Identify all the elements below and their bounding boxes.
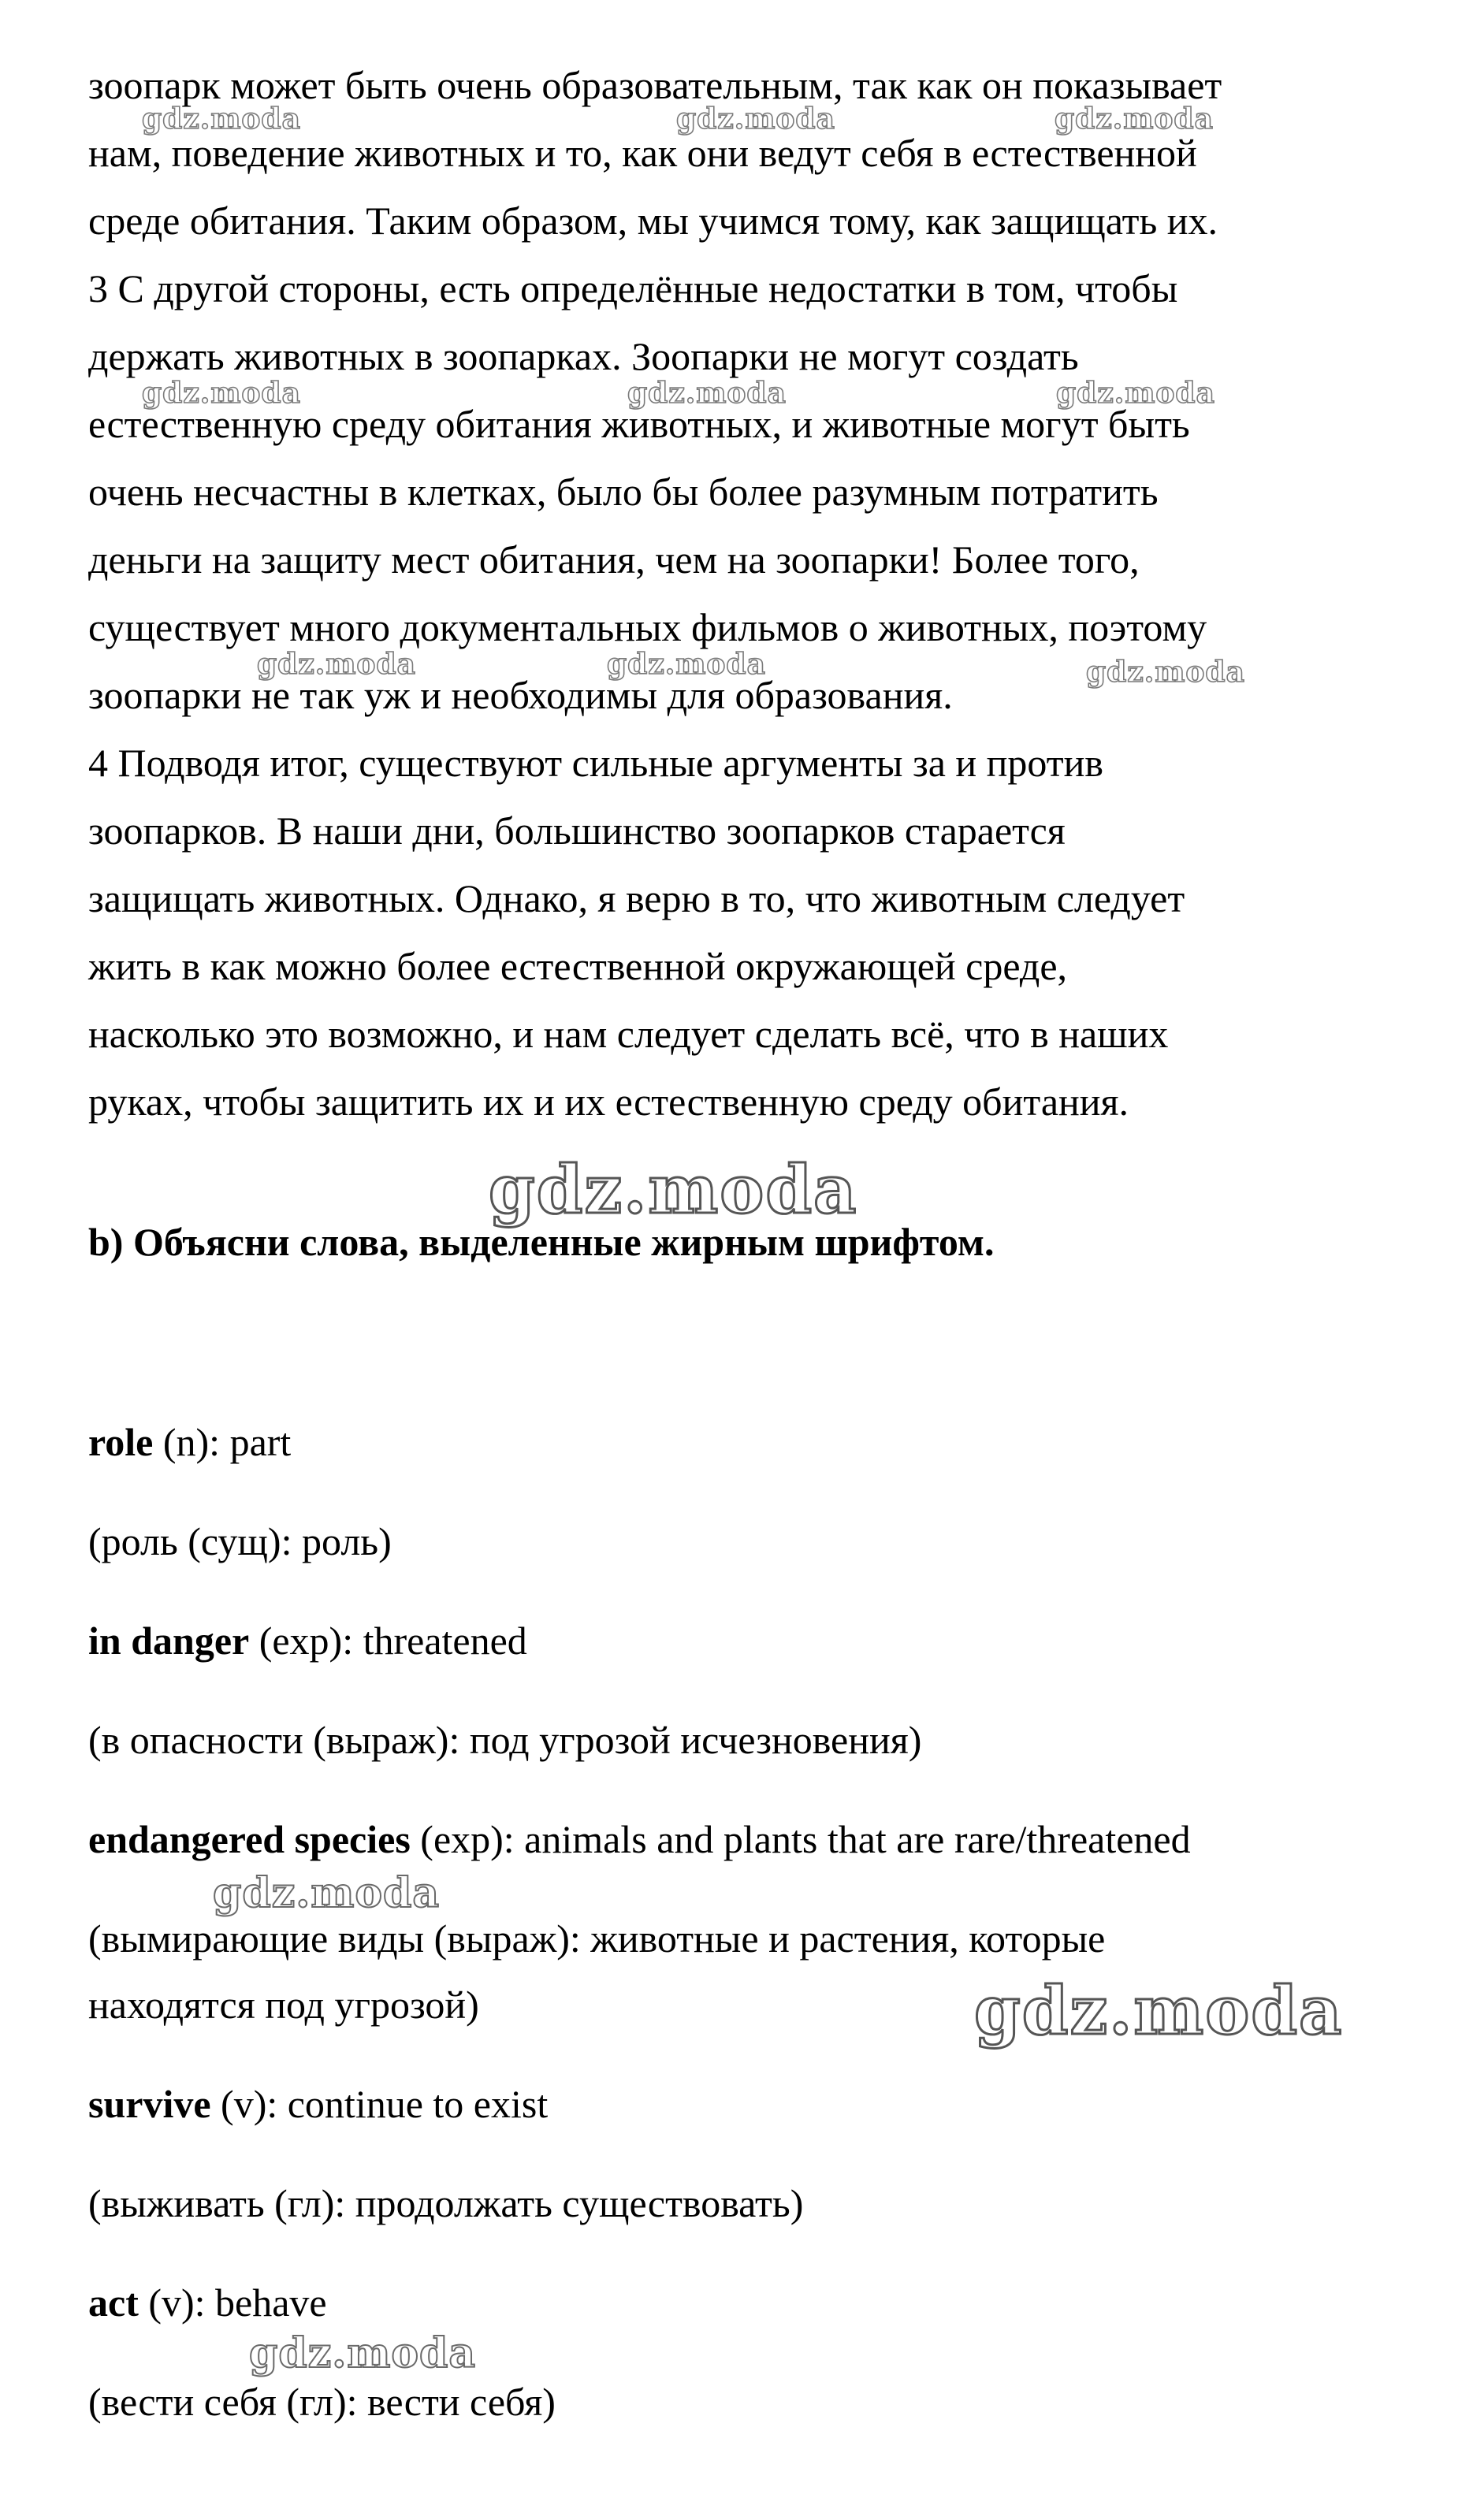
essay-line: 3 С другой стороны, есть определённые недостатки в том, чтобы	[88, 266, 1178, 310]
essay-line: держать животных в зоопарках. Зоопарки не могут создать	[88, 334, 1079, 378]
vocab-translation: (вести себя (гл): вести себя)	[88, 2380, 556, 2424]
essay-line: 4 Подводя итог, существуют сильные аргументы за и против	[88, 741, 1103, 785]
vocab-entry-role	[88, 1418, 291, 1466]
watermark: gdz.moda	[142, 377, 301, 410]
vocab-entry-endangered-species	[88, 1816, 1191, 1863]
essay-line: очень несчастны в клетках, было бы более разумным потратить	[88, 470, 1159, 514]
vocab-definition: (exp): animals and plants that are rare/threatened	[410, 1817, 1191, 1861]
essay-line: защищать животных. Однако, я верю в то, что животным следует	[88, 876, 1185, 920]
vocab-translation: (выживать (гл): продолжать существовать)	[88, 2181, 804, 2225]
vocab-entry-in-danger	[88, 1617, 527, 1664]
essay-line: насколько это возможно, и нам следует сделать всё, что в наших	[88, 1012, 1169, 1056]
watermark: gdz.moda	[627, 377, 787, 410]
vocab-term: role	[88, 1420, 154, 1464]
essay-line: естественную среду обитания животных, и животные могут быть	[88, 402, 1190, 446]
vocab-translation: (роль (сущ): роль)	[88, 1519, 392, 1563]
watermark: gdz.moda	[1056, 377, 1215, 410]
essay-line: зоопарк может быть очень образовательным, так как он показывает	[88, 63, 1222, 107]
essay-line: нам, поведение животных и то, как они ведут себя в естественной	[88, 131, 1197, 175]
watermark: gdz.moda	[249, 2329, 477, 2377]
essay-line: жить в как можно более естественной окружающей среде,	[88, 944, 1068, 988]
vocab-term: endangered species	[88, 1817, 411, 1861]
watermark: gdz.moda	[489, 1150, 858, 1228]
watermark: gdz.moda	[974, 1972, 1344, 2050]
essay-line: зоопарки не так уж и необходимы для образования.	[88, 673, 953, 717]
watermark: gdz.moda	[213, 1869, 441, 1917]
vocab-entry-survive	[88, 2080, 548, 2128]
vocab-translation: находятся под угрозой)	[88, 1983, 479, 2027]
vocab-definition: (exp): threatened	[249, 1619, 527, 1663]
watermark: gdz.moda	[1055, 102, 1214, 136]
vocab-term: act	[88, 2280, 139, 2325]
watermark: gdz.moda	[1086, 656, 1245, 689]
vocab-translation: (вымирающие виды (выраж): животные и растения, которые	[88, 1916, 1106, 1961]
watermark: gdz.moda	[676, 102, 835, 136]
watermark: gdz.moda	[142, 102, 301, 136]
vocab-translation: (в опасности (выраж): под угрозой исчезновения)	[88, 1718, 922, 1762]
essay-line: зоопарков. В наши дни, большинство зоопарков старается	[88, 808, 1066, 853]
essay-line: руках, чтобы защитить их и их естественную среду обитания.	[88, 1080, 1129, 1124]
task-b-heading: b) Объясни слова, выделенные жирным шрифтом.	[88, 1220, 995, 1264]
vocab-entry-act	[88, 2279, 327, 2326]
watermark: gdz.moda	[607, 648, 766, 681]
essay-line: деньги на защиту мест обитания, чем на зоопарки! Более того,	[88, 537, 1140, 582]
essay-line: среде обитания. Таким образом, мы учимся тому, как защищать их.	[88, 199, 1218, 243]
vocab-definition: (n): part	[153, 1420, 292, 1464]
vocab-term: survive	[88, 2082, 211, 2126]
vocab-definition: (v): behave	[138, 2280, 327, 2325]
watermark: gdz.moda	[257, 648, 416, 681]
vocab-definition: (v): continue to exist	[210, 2082, 549, 2126]
essay-line: существует много документальных фильмов о животных, поэтому	[88, 605, 1207, 649]
vocab-term: in danger	[88, 1619, 250, 1663]
